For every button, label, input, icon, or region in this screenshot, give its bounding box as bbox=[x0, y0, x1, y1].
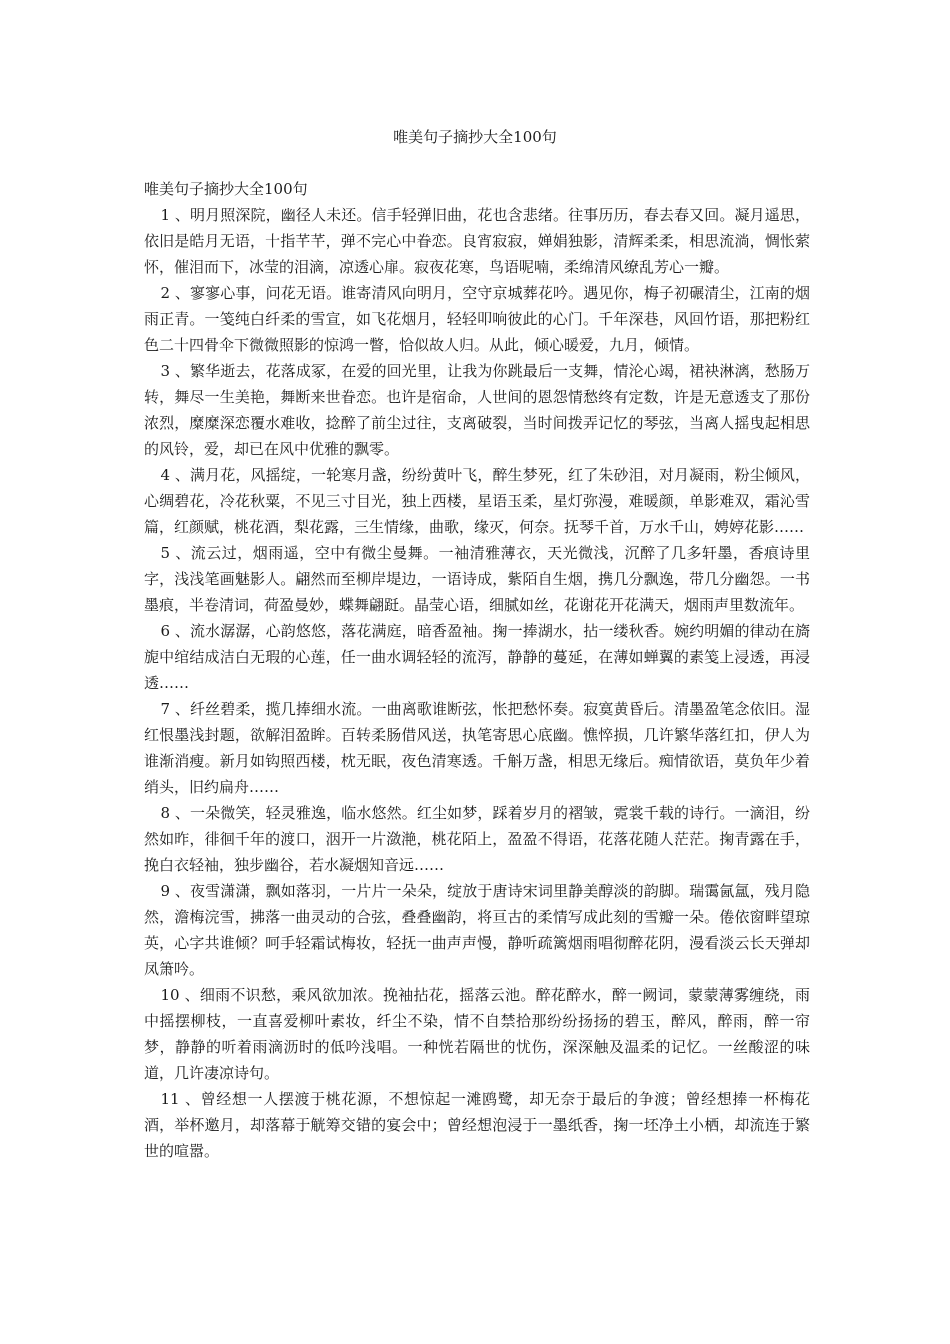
paragraph-11: 11 、曾经想一人摆渡于桃花源，不想惊起一滩鸥鹭，却无奈于最后的争渡；曾经想捧一杯梅花酒，举杯邀月，却落幕于觥筹交错的宴会中；曾经想泡浸于一墨纸香，掬一坯净土小栖，却流连于繁世的喧嚣。 bbox=[144, 1090, 810, 1160]
paragraph-9: 9 、夜雪潇潇，飘如落羽，一片片一朵朵，绽放于唐诗宋词里静美醇淡的韵脚。瑞霭氤氲，残月隐然，澹梅浣雪，拂落一曲灵动的合弦，叠叠幽韵，将亘古的柔情写成此刻的雪瓣一朵。倦依窗畔望琼英，心字共谁倾？呵手轻霜试梅妆，轻抚一曲声声慢，静听疏篱烟雨唱彻醉花阴，漫看淡云长天弹却凤箫吟。 bbox=[144, 882, 810, 978]
paragraph-7: 7 、纤丝碧柔，揽几捧细水流。一曲离歌谁断弦，怅把愁怀奏。寂寞黄昏后。清墨盈笔念依旧。湿红恨墨浅封题，欲解泪盈眸。百转柔肠借风送，执笔寄思心底幽。憔悴损，几许繁华落红扣，伊人为谁渐消瘦。新月如钩照西楼，枕无眠，夜色清寒透。千斛万盏，相思无缘后。痴情欲语，莫负年少着绡头，旧约扁舟…… bbox=[144, 700, 810, 796]
paragraph-6: 6 、流水潺潺，心韵悠悠，落花满庭，暗香盈袖。掬一捧湖水，拈一缕秋香。婉约明媚的律动在旖旎中绾结成洁白无瑕的心莲，任一曲水调轻轻的流泻，静静的蔓延，在薄如蝉翼的素笺上浸透，再浸透…… bbox=[144, 622, 810, 692]
paragraph-10: 10 、细雨不识愁，乘风欲加浓。挽袖拈花，摇落云池。醉花醉水，醉一阙词，蒙蒙薄雾缠绕，雨中摇摆柳枝，一直喜爱柳叶素妆，纤尘不染，情不自禁拾那纷纷扬扬的碧玉，醉风，醉雨，醉一帘梦，静静的听着雨滴沥时的低吟浅唱。一种恍若隔世的忧伤，深深触及温柔的记忆。一丝酸涩的味道，几许凄凉诗句。 bbox=[144, 986, 810, 1082]
document-subtitle: 唯美句子摘抄大全100句 bbox=[144, 180, 308, 198]
document-body bbox=[144, 176, 810, 1164]
paragraph-5: 5 、流云过，烟雨遥，空中有微尘曼舞。一袖清雅薄衣，天光微浅，沉醉了几多轩墨，香痕诗里字，浅浅笔画魅影人。翩然而至柳岸堤边，一语诗成，紫陌自生烟，携几分飘逸，带几分幽怨。一书墨痕，半卷清词，荷盈曼妙，蝶舞翩跹。晶莹心语，细腻如丝，花谢花开花满天，烟雨声里数流年。 bbox=[144, 544, 810, 614]
page-title: 唯美句子摘抄大全100句 bbox=[393, 128, 557, 146]
paragraph-8: 8 、一朵微笑，轻灵雅逸，临水悠然。红尘如梦，踩着岁月的褶皱，霓裳千载的诗行。一滴泪，纷然如昨，徘徊千年的渡口，洇开一片潋滟，桃花陌上，盈盈不得语，花落花随人茫茫。掬青露在手，挽白衣轻袖，独步幽谷，若水凝烟知音远…… bbox=[144, 804, 810, 874]
paragraph-1: 1 、明月照深院，幽径人未还。信手轻弹旧曲，花也含悲绪。往事历历，春去春又回。凝月遥思，依旧是皓月无语，十指芊芊，弹不完心中眷恋。良宵寂寂，婵娟独影，清辉柔柔，相思流淌，惆怅萦怀，催泪而下，冰莹的泪滴，凉透心扉。寂夜花寒，鸟语呢喃，柔绵清风缭乱芳心一瓣。 bbox=[144, 206, 810, 276]
paragraph-4: 4 、满月花，风摇绽，一轮寒月盏，纷纷黄叶飞，醉生梦死，红了朱砂泪，对月凝雨，粉尘倾风，心绸碧花，冷花秋粟，不见三寸目光，独上西楼，星语玉柔，星灯弥漫，难暖颜，单影难双，霜沁雪篇，红颜赋，桃花酒，梨花露，三生情缘，曲歌，缘灭，何奈。抚琴千首，万水千山，娉婷花影…… bbox=[144, 466, 810, 536]
paragraph-2: 2 、寥寥心事，问花无语。谁寄清风向明月，空守京城葬花吟。遇见你，梅子初碾清尘，江南的烟雨正青。一笺纯白纤柔的雪宣，如飞花烟月，轻轻叩响彼此的心门。千年深巷，风回竹语，那把粉红色二十四骨伞下微微照影的惊鸿一瞥，恰似故人归。从此，倾心暖爱，九月，倾情。 bbox=[144, 284, 810, 354]
paragraph-3: 3 、繁华逝去，花落成冢，在爱的回光里，让我为你跳最后一支舞，情沦心竭，裙袂淋漓，愁肠万转，舞尽一生美艳，舞断来世眷恋。也许是宿命，人世间的恩怨情愁终有定数，许是无意透支了那份浓烈，糜糜深恋覆水难收，捻醉了前尘过往，支离破裂，当时间拨弄记忆的琴弦，当离人摇曳起相思的风铃，爱，却已在风中优雅的飘零。 bbox=[144, 362, 810, 458]
